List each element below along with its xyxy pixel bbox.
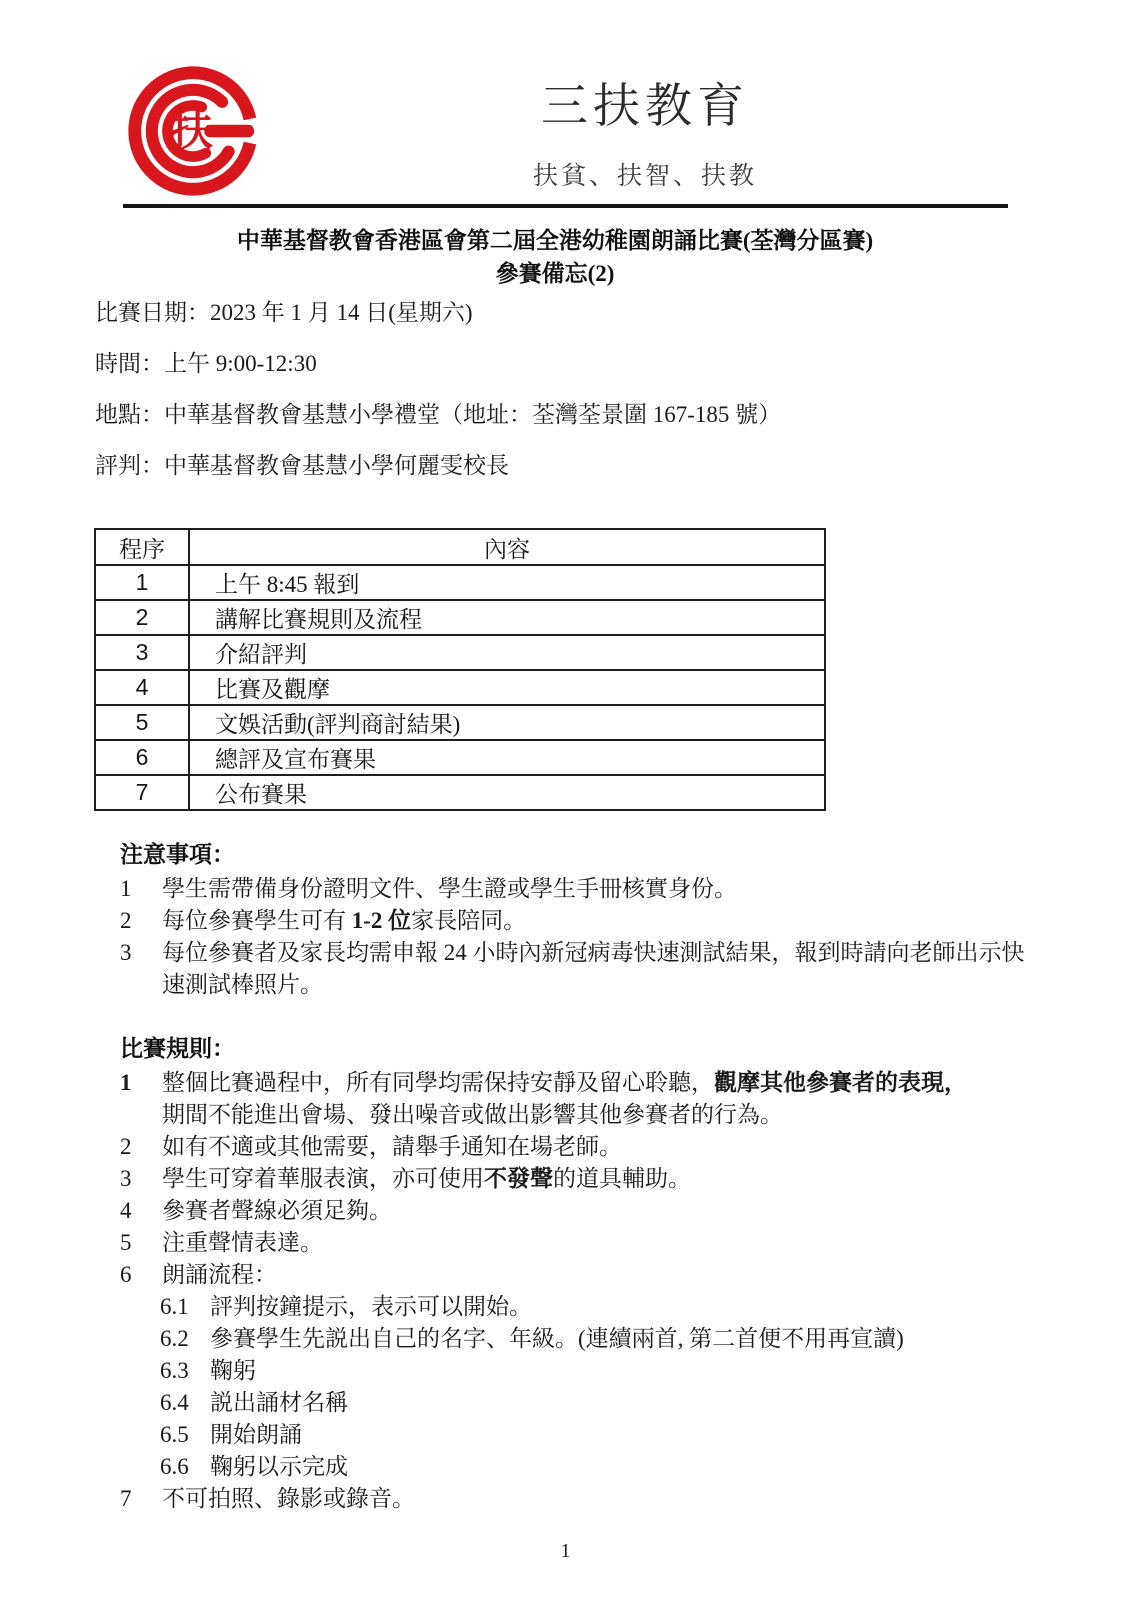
rule-sub-item bbox=[160, 1323, 1055, 1355]
item-text-pre: 學生可穿着華服表演，亦可使用 bbox=[162, 1166, 484, 1191]
sub-item-text: 鞠躬 bbox=[210, 1358, 256, 1383]
table-cell-num: 4 bbox=[95, 670, 189, 705]
sub-item-text: 鞠躬以示完成 bbox=[210, 1454, 348, 1479]
table-cell-content: 講解比賽規則及流程 bbox=[189, 600, 825, 635]
rule-item bbox=[120, 1259, 1055, 1291]
rule-item bbox=[120, 1131, 1055, 1163]
item-text-pre: 每位參賽學生可有 bbox=[162, 908, 352, 933]
rule-item bbox=[120, 1483, 1055, 1515]
schedule-table bbox=[94, 528, 826, 811]
sub-item-number: 6.6 bbox=[160, 1454, 189, 1479]
org-tagline: 扶貧、扶智、扶教 bbox=[532, 162, 757, 190]
sub-item-text: 開始朗誦 bbox=[210, 1422, 302, 1447]
item-text-pre: 整個比賽過程中，所有同學均需保持安靜及留心聆聽， bbox=[162, 1070, 714, 1095]
item-text: 不可拍照、錄影或錄音。 bbox=[162, 1486, 415, 1511]
item-text-post: 家長陪同。 bbox=[411, 908, 527, 933]
item-number: 1 bbox=[120, 876, 132, 901]
sub-item-number: 6.2 bbox=[160, 1326, 189, 1351]
recitation-flow-sublist bbox=[160, 1291, 1055, 1483]
rule-item bbox=[120, 1227, 1055, 1259]
rule-sub-item bbox=[160, 1419, 1055, 1451]
table-cell-content: 總評及宣布賽果 bbox=[189, 740, 825, 775]
item-number: 2 bbox=[120, 908, 132, 933]
item-text: 朗誦流程： bbox=[162, 1262, 277, 1287]
rules-heading: 比賽規則： bbox=[120, 1036, 235, 1061]
item-text-pre: 每位參賽者及家長均需申報 24 小時內新冠病毒快速測試結果，報到時請向老師出示快速測試棒照片。 bbox=[162, 940, 1025, 997]
item-text bbox=[162, 1163, 1055, 1195]
item-text bbox=[162, 1067, 1055, 1131]
item-text-bold: 觀摩其他參賽者的表現， bbox=[714, 1070, 967, 1095]
table-cell-num: 1 bbox=[95, 565, 189, 600]
item-number: 2 bbox=[120, 1134, 132, 1159]
sub-item-text: 説出誦材名稱 bbox=[210, 1390, 348, 1415]
table-cell-content: 介紹評判 bbox=[189, 635, 825, 670]
table-row bbox=[95, 775, 825, 810]
item-text bbox=[162, 905, 1040, 937]
table-cell-num: 7 bbox=[95, 775, 189, 810]
table-cell-num: 6 bbox=[95, 740, 189, 775]
sub-item-number: 6.3 bbox=[160, 1358, 189, 1383]
table-cell-content: 文娛活動(評判商討結果) bbox=[189, 705, 825, 740]
table-header-content: 內容 bbox=[189, 529, 825, 565]
table-cell-content: 公布賽果 bbox=[189, 775, 825, 810]
sub-item-number: 6.5 bbox=[160, 1422, 189, 1447]
rule-item bbox=[120, 1195, 1055, 1227]
item-text bbox=[162, 937, 1040, 1001]
table-cell-content: 上午 8:45 報到 bbox=[189, 565, 825, 600]
letterhead bbox=[400, 78, 890, 192]
item-number: 7 bbox=[120, 1486, 132, 1511]
item-number: 3 bbox=[120, 940, 132, 965]
page-number: 1 bbox=[560, 1540, 571, 1562]
table-cell-num: 3 bbox=[95, 635, 189, 670]
item-number: 4 bbox=[120, 1198, 132, 1223]
note-item bbox=[120, 905, 1040, 937]
info-line-date: 比賽日期：2023 年 1 月 14 日(星期六) bbox=[95, 300, 473, 325]
table-row bbox=[95, 600, 825, 635]
table-header-row bbox=[95, 529, 825, 565]
rule-sub-item bbox=[160, 1387, 1055, 1419]
rule-sub-item bbox=[160, 1451, 1055, 1483]
table-row bbox=[95, 740, 825, 775]
notes-section bbox=[120, 840, 1040, 1001]
item-number: 6 bbox=[120, 1262, 132, 1287]
sub-item-text: 評判按鐘提示，表示可以開始。 bbox=[210, 1294, 532, 1319]
info-line-venue: 地點：中華基督教會基慧小學禮堂（地址：荃灣荃景圍 167-185 號） bbox=[95, 402, 782, 427]
item-text: 參賽者聲線必須足夠。 bbox=[162, 1198, 392, 1223]
item-number: 1 bbox=[120, 1070, 132, 1095]
rule-sub-item bbox=[160, 1291, 1055, 1323]
org-name: 三扶教育 bbox=[541, 79, 749, 132]
notes-heading: 注意事項： bbox=[120, 842, 235, 867]
table-row bbox=[95, 705, 825, 740]
rules-section bbox=[120, 1034, 1055, 1515]
table-row bbox=[95, 635, 825, 670]
table-header-procedure: 程序 bbox=[95, 529, 189, 565]
header-divider bbox=[123, 204, 1008, 208]
logo-character: 扶 bbox=[170, 108, 213, 156]
note-item bbox=[120, 873, 1040, 905]
item-text: 注重聲情表達。 bbox=[162, 1230, 323, 1255]
doc-title-line1: 中華基督教會香港區會第二屆全港幼稚園朗誦比賽(荃灣分區賽) bbox=[236, 228, 874, 253]
org-logo-icon bbox=[122, 60, 264, 202]
doc-title-line2: 參賽備忘(2) bbox=[495, 261, 615, 286]
sub-item-number: 6.1 bbox=[160, 1294, 189, 1319]
table-cell-num: 2 bbox=[95, 600, 189, 635]
doc-title bbox=[95, 224, 1015, 290]
item-number: 5 bbox=[120, 1230, 132, 1255]
info-line-time: 時間：上午 9:00-12:30 bbox=[95, 351, 317, 376]
item-text-bold: 不發聲 bbox=[484, 1166, 553, 1191]
rule-item bbox=[120, 1163, 1055, 1195]
item-text-bold: 1-2 位 bbox=[351, 908, 412, 933]
event-info bbox=[95, 301, 1040, 505]
info-line-judge: 評判：中華基督教會基慧小學何麗雯校長 bbox=[95, 453, 509, 478]
sub-item-text: 參賽學生先説出自己的名字、年級。(連續兩首, 第二首便不用再宣讀) bbox=[210, 1326, 904, 1351]
note-item bbox=[120, 937, 1040, 1001]
item-text-post: 期間不能進出會場、發出噪音或做出影響其他參賽者的行為。 bbox=[162, 1102, 783, 1127]
table-row bbox=[95, 565, 825, 600]
table-cell-content: 比賽及觀摩 bbox=[189, 670, 825, 705]
table-cell-num: 5 bbox=[95, 705, 189, 740]
item-text bbox=[162, 873, 1040, 905]
item-text-pre: 學生需帶備身份證明文件、學生證或學生手冊核實身份。 bbox=[162, 876, 737, 901]
sub-item-number: 6.4 bbox=[160, 1390, 189, 1415]
table-row bbox=[95, 670, 825, 705]
item-text: 如有不適或其他需要，請舉手通知在場老師。 bbox=[162, 1134, 622, 1159]
rule-item bbox=[120, 1067, 1055, 1131]
item-number: 3 bbox=[120, 1166, 132, 1191]
item-text-post: 的道具輔助。 bbox=[553, 1166, 691, 1191]
rule-sub-item bbox=[160, 1355, 1055, 1387]
